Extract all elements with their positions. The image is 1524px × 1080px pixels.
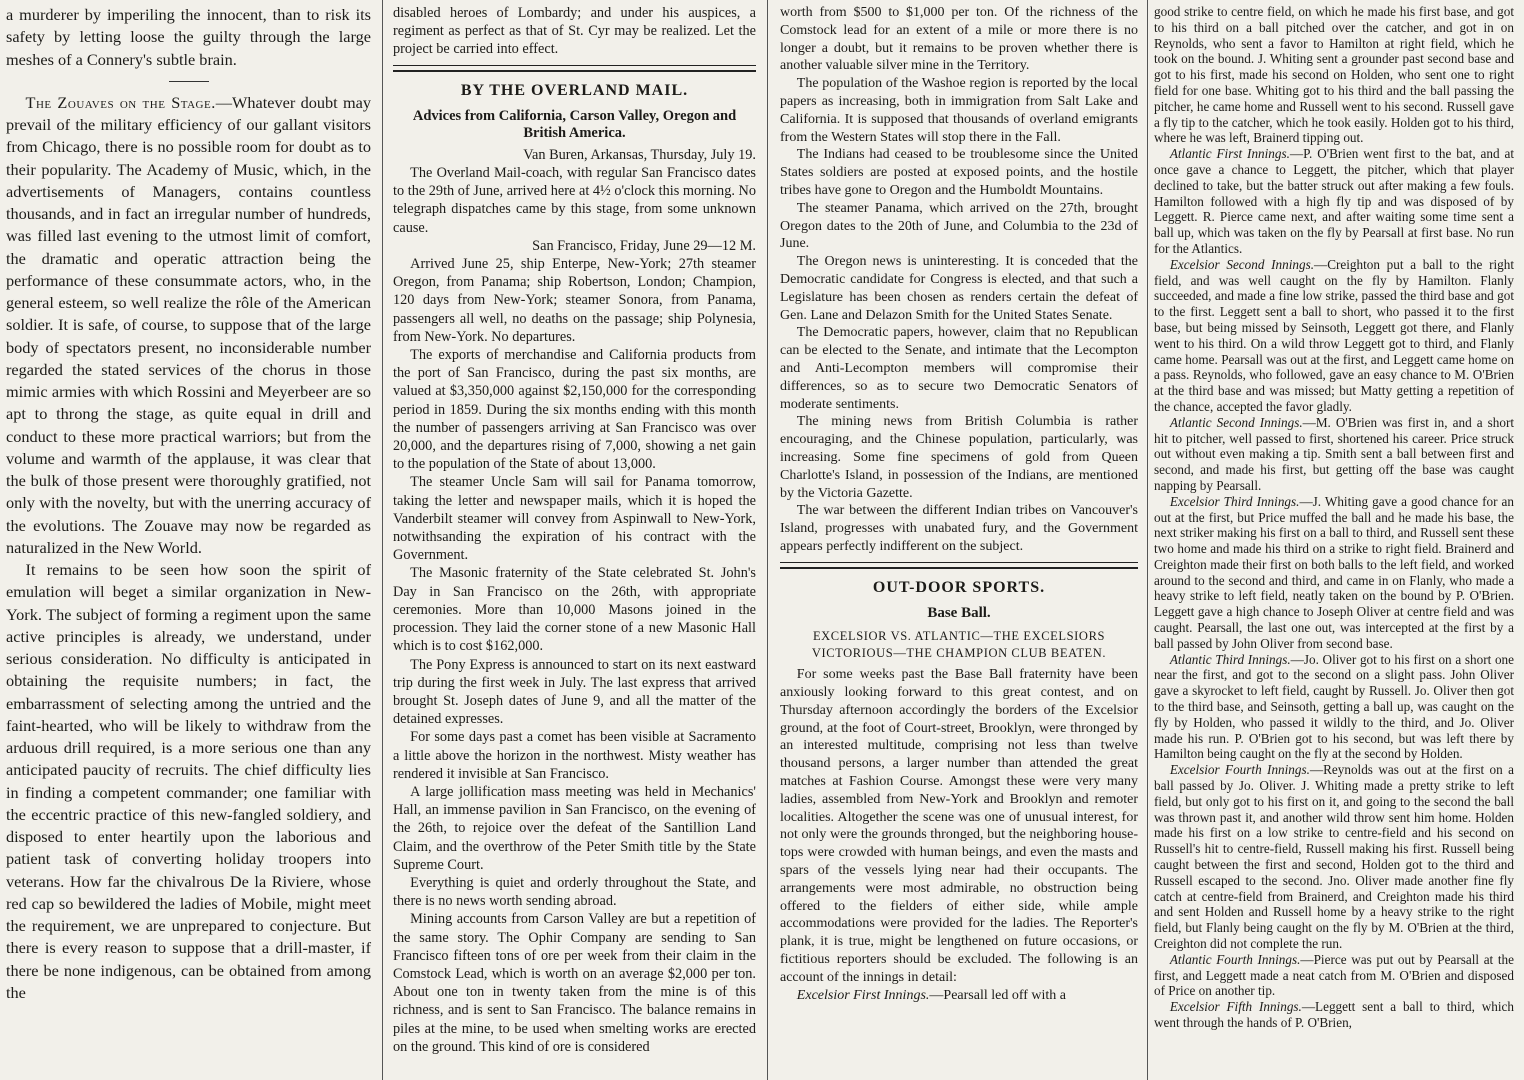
col3-p7: The war between the different Indian tribes on Vancouver's Island, progresses with unabated fury, and the Government appears perfectly indifferent on the subject. [780,503,1138,554]
innings-label: Atlantic Second Innings. [1169,414,1303,430]
base-ball-subhead: Base Ball. [927,604,991,621]
column-3 [768,0,1148,1080]
outdoor-sports-headline: OUT-DOOR SPORTS. [872,578,1046,596]
innings-e5 [1154,999,1514,1031]
innings-e2 [1154,257,1514,415]
innings-e4 [1154,762,1514,952]
innings-a3 [1154,652,1514,763]
col3-p3: The steamer Panama, which arrived on the 27th, brought Oregon dates to the 20th of June, and Columbia to the 23d of June. [780,200,1138,252]
col2-top: disabled heroes of Lombardy; and under his auspices, a regiment as perfect as that of St. Cyr may be realized. Let the project be carried into effect. [393,5,756,58]
column-1 [0,0,383,1080]
column-4 [1148,0,1524,1080]
col3-p2: The Indians had ceased to be troublesome since the United States soldiers are posted at exposed points, and the hostile tribes have gone to Oregon and the Humboldt Mountains. [780,147,1138,198]
overland-p2: Arrived June 25, ship Enterpe, New-York; 27th steamer Oregon, from Panama; ship Robertson, London; Champion, 120 days from New-York; steamer Sonora, from Panama, passengers all well, no deaths on the passage; ship Polynesia, from New-York. No departures. [393,256,756,345]
overland-p4: The steamer Uncle Sam will sail for Panama tomorrow, taking the letter and newspaper mails, which it is hoped the Vanderbilt steamer will convey from Aspinwall to New-York, notwithsanding the expiration of his contract with the Government. [393,474,756,564]
overland-p6: The Pony Express is announced to start on its next eastward trip during the first week in July. The last express that arrived brought St. Joseph dates of June 9, and all the matter of the detained expresses. [393,656,756,728]
col1-intro: a murderer by imperiling the innocent, than to risk its safety by letting loose the guilty through the large meshes of a Connery's subtle brain. [6,5,371,69]
innings-text: —Pierce was put out by Pearsall at the first, and Leggett made a neat catch from M. O'Brien and disposed of Price on another tip. [1154,951,1514,999]
innings-a2 [1154,415,1514,494]
zouaves-article-p2: It remains to be seen how soon the spirit of emulation will beget a similar organization in New-York. The subject of forming a regiment upon the same active principles is already, we understand, under serious consideration. No difficulty is anticipated in obtaining the requisite numbers; in fact, the embarrassment of selecting among the untried and the faint-hearted, who will be likely to withdraw from the arduous drill required, is a more serious one than any anticipated paucity of recruits. The chief difficulty lies in finding a competent commander; one familiar with the eccentric practice of this new-fangled soldiery, and disposed to enter heartily upon the laborious and patient task of converting holiday troopers into veterans. How far the chivalrous De la Riviere, whose red cap so bewildered the ladies of Mobile, might meet the requirement, we are unprepared to conjecture. But there is every reason to suppose that a drill-master, if there be none indigenous, can be obtained from among the [6,560,371,1002]
article-rule [780,562,1138,569]
col3-p5: The Democratic papers, however, claim that no Republican can be elected to the Senate, and intimate that the Lecompton and Anti-Lecompton members will compromise their differences, so as to secure two Democratic Senators of moderate sentiments. [780,325,1138,412]
col4-top: good strike to centre field, on which he made his first base, and got to his third on a ball pitched over the catcher, and got in on Reynolds, who sent a favor to Hamilton at right field, which he took on the bound. J. Whiting sent a grounder past second base and got to his first, made his second on Holden, who sent one to right field for one base. Whiting got to his third and the ball passing the pitcher, he came home and Russell went to his second. Russell gave a fly tip to the catcher, which he took easily. Holden got to his third, where he was left, Brainerd tipping out. [1154,4,1514,146]
match-deck: EXCELSIOR VS. ATLANTIC—THE EXCELSIORS VICTORIOUS—THE CHAMPION CLUB BEATEN. [811,629,1107,661]
overland-p3: The exports of merchandise and California products from the port of San Francisco, during the past six months, are valued at $3,350,000 against $2,150,000 for the corresponding period in 1859. During the six months ending with this month the number of passengers arriving at San Francisco was over 20,000, and the departures rising of 7,000, showing a net gain to the population of the State of about 13,000. [393,347,756,473]
col3-p6: The mining news from British Columbia is rather encouraging, and the Chinese population, particularly, was increasing. Some fine specimens of gold from Queen Charlotte's Island, in possession of the Indians, are mentioned by the Victoria Gazette. [780,414,1138,501]
overland-p7: For some days past a comet has been visible at Sacramento a little above the horizon in the northwest. Misty weather has rendered it invisible at San Francisco. [393,729,756,782]
overland-p5: The Masonic fraternity of the State celebrated St. John's Day in San Francisco on the 26th, with appropriate ceremonies. More than 10,000 Masons joined in the procession. They laid the corner stone of a new Masonic Hall which is to cost $162,000. [393,565,756,655]
innings-label: Atlantic First Innings. [1169,146,1290,162]
innings-text: —Creighton put a ball to the right field, and was well caught on the fly by Hamilton. Flanly succeeded, and made a fine low strike, passed the third base and got to the first. Leggett sent a ball to short, who passed it to the first base, but being missed by Seinsoth, Leggett got there, and Flanly went to his third. On a wild throw Leggett got to third, and Flanly came home. Pearsall was out at the first, and Leggett came home on a pass. Reynolds, who followed, gave an easy chance to M. O'Brien at the third base and was missed; but Matty getting a repetition of the chance, accepted the favor gladly. [1154,256,1515,414]
innings-label: Excelsior First Innings. [796,987,930,1003]
overland-p10: Mining accounts from Carson Valley are but a repetition of the same story. The Ophir Company are sending to San Francisco fifteen tons of ore per week from their claim in the Comstock Lead, which is worth on an average $2,000 per ton. About one ton in twenty taken from the mine is of this richness, and is sent to San Francisco. The balance remains in piles at the mine, to be used when smelting works are erected on the ground. This kind of ore is considered [393,911,756,1055]
innings-text: —P. O'Brien went first to the bat, and at once gave a chance to Leggett, the pitcher, which that player declined to take, but the batter struck out after making a few fouls. Hamilton followed with a high fly tip and was disposed of by Leggett. R. Pierce came next, and after waiting some time sent a ball up, which was taken on the fly by Pearsall at first base. No run for the Atlantics. [1154,146,1514,256]
zouaves-article-text: —Whatever doubt may prevail of the military efficiency of our gallant visitors from Chicago, there is no possible room for doubt as to their popularity. The Academy of Music, which, in the advertisements of Managers, contains countless thousands, and in fact an irregular number of hundreds, was filled last evening to the utmost limit of comfort, the dramatic and operatic attraction being the performance of these consummate actors, who, in the general esteem, so well realize the rôle of the American soldier. It is safe, of course, to suppose that of the large body of spectators present, no inconsiderable number regarded the stated services of the chorus in those mimic armies with which Rossini and Meyerbeer are so apt to throng the stage, as quite equal in drill and conduct to these more practical warriors; but from the volume and warmth of the applause, it was clear that the bulk of those present were thoroughly gratified, not only with the novelty, but with the unerring accuracy of the evolutions. The Zouave may now be regarded as naturalized in the New World. [6,92,371,557]
innings-text: —J. Whiting gave a good chance for an out at the first, but Price muffed the ball and he made his base, the next striker making his first on a ball to third, and Russell sent these two home and made his third on a strike to right field. Brainerd and Creighton made their first on both balls to the left field, and worked around to the second and third, and came in on Flanly, who made a heavy strike to left field, neatly taken on the bound by P. O'Brien. Leggett gave a high chance to Joseph Oliver at centre field and was caught. Pearsall, the last one out, was intercepted at the first by a ball passed by John Oliver from second base. [1154,493,1514,651]
dateline-van-buren: Van Buren, Arkansas, Thursday, July 19. [523,146,756,163]
innings-text: —Reynolds was out at the first on a ball passed by Jo. Oliver. J. Whiting made a pretty strike to left field, but only got to his first on it, and going to the second the ball was thrown past it, and another wild throw sent him home. Holden made his first on a low strike to centre-field and his second on Russell's hit to centre-field, Russell making his first. Russell being caught between the first and second, Holden got to the third and Russell escaped to the second. Jno. Oliver made another fine fly catch at centre-field from Brainerd, and Creighton made his third and sent Holden and Russell home by a heavy strike to the right field, but Flanly being caught on the fly by M. O'Brien at the third, Creighton did not complete the run. [1154,762,1514,952]
innings-text: —Jo. Oliver got to his first on a short one near the first, and got to the second on a slight pass. John Oliver gave a skyrocket to left field, caught by Russell. Jo. Oliver then got to the third base, and Seinsoth, getting a ball up, was caught on the fly by Holden, who passed it wildly to the third, and Jo. Oliver made his run. P. O'Brien got to his second, but was left there by Hamilton being caught on the fly at the second by Holden. [1154,651,1514,762]
innings-label: Excelsior Fifth Innings. [1169,999,1302,1015]
column-2 [383,0,768,1080]
innings-text: —Leggett sent a ball to third, which went through the hands of P. O'Brien, [1154,999,1514,1030]
col3-p9 [780,987,1138,1005]
innings-label: Atlantic Fourth Innings. [1169,951,1301,967]
article-rule [393,65,756,72]
dateline-san-francisco: San Francisco, Friday, June 29—12 M. [532,237,756,254]
col3-top: worth from $500 to $1,000 per ton. Of the richness of the Comstock lead for an extent of a mile or more there is no longer a doubt, but it remains to be proven whether there is another valuable silver mine in the Territory. [780,5,1138,74]
innings-text: —Pearsall led off with a [929,987,1067,1003]
innings-e3 [1154,494,1514,652]
section-divider [169,81,209,82]
overland-mail-deck: Advices from California, Carson Valley, Oregon and British America. [412,107,737,141]
innings-a1 [1154,146,1514,257]
zouaves-article-p1 [6,92,371,559]
innings-label: Atlantic Third Innings. [1169,651,1291,667]
overland-mail-headline: BY THE OVERLAND MAIL. [460,81,689,99]
zouaves-article-heading: The Zouaves on the Stage. [25,92,216,112]
innings-label: Excelsior Fourth Innings. [1169,762,1310,778]
col3-p1: The population of the Washoe region is reported by the local papers as increasing, both in immigration from Salt Lake and California. It is supposed that thousands of overland emigrants from the Western States will stop there in the Fall. [780,76,1138,145]
overland-p1: The Overland Mail-coach, with regular San Francisco dates to the 29th of June, arrived here at 4½ o'clock this morning. No telegraph dispatches came by this stage, from some unknown cause. [393,165,756,236]
col3-p4: The Oregon news is uninteresting. It is conceded that the Democratic candidate for Congress is elected, and that such a Legislature has been chosen as renders certain the defeat of Gen. Lane and Delazon Smith for the United States Senate. [780,254,1138,323]
innings-label: Excelsior Third Innings. [1169,493,1300,509]
innings-text: —M. O'Brien was first in, and a short hit to pitcher, well passed to first, shortened his career. Price struck out without even making a tip. Smith sent a ball between first and second, and made his first, but getting off the base was caught napping by Pearsall. [1154,414,1515,493]
overland-p9: Everything is quiet and orderly throughout the State, and there is no news worth sending abroad. [393,874,756,910]
col3-p8: For some weeks past the Base Ball fraternity have been anxiously looking forward to this great contest, and on Thursday afternoon accordingly the borders of the Excelsior ground, at the foot of Court-street, Brooklyn, were thronged by an interested multitude, comprising not less than twelve thousand persons, a larger number than attended the great matches at Fashion Course. Amongst these were very many ladies, assembled from New-York and Brooklyn and remoter localities. Altogether the scene was one of unusual interest, for not only were the grounds thronged, but the neighboring house-tops were crowded with human beings, and even the masts and spars of the vessels lying near had their occupants. The arrangements were most admirable, no obstruction being offered to the fielders of either side, while ample accommodations were provided for the ladies. The Reporter's plank, it is true, might be lengthened on future occasions, or fictitious reporters should be excluded. The following is an account of the innings in detail: [780,667,1138,985]
innings-a4 [1154,952,1514,999]
overland-p8: A large jollification mass meeting was held in Mechanics' Hall, an immense pavilion in San Francisco, on the evening of the 26th, to rejoice over the defeat of the Santillion Land Claim, and the overthrow of the Peter Smith title by the State Supreme Court. [393,783,756,873]
innings-label: Excelsior Second Innings. [1169,256,1315,272]
